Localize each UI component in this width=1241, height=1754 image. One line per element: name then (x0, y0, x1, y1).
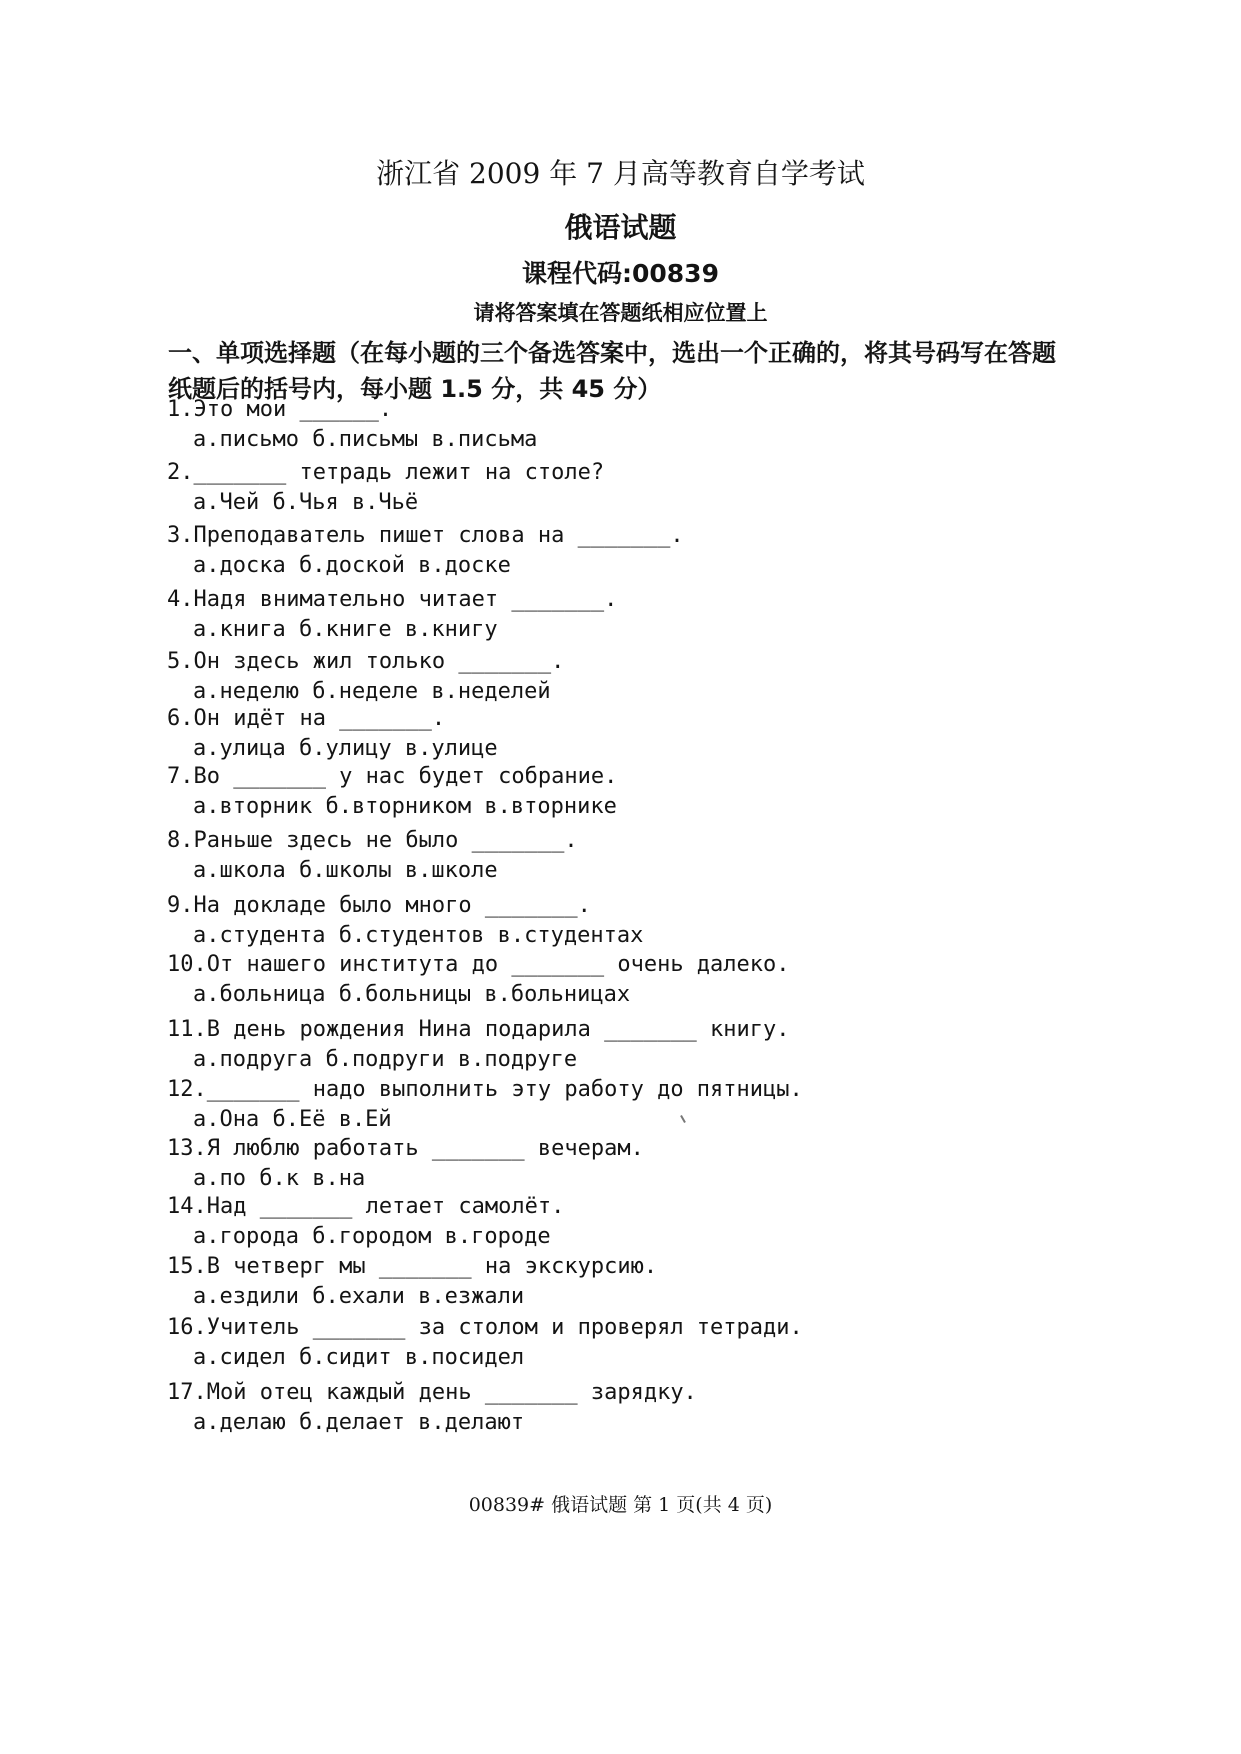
question-text: 11.В день рождения Нина подарила _______ книгу. (167, 1017, 790, 1042)
question-text: 14.Над _______ летает самолёт. (167, 1194, 565, 1219)
question-text: 15.В четверг мы _______ на экскурсию. (167, 1254, 658, 1279)
question-text: 16.Учитель _______ за столом и проверял тетради. (167, 1315, 803, 1340)
page-footer: 00839# 俄语试题 第 1 页(共 4 页) (468, 1494, 773, 1516)
answer-instruction: 请将答案填在答题纸相应位置上 (473, 301, 768, 325)
answer-options: а.делаю б.делает в.делают (193, 1410, 525, 1435)
subject-title: 俄语试题 (564, 211, 677, 244)
answer-options: а.студента б.студентов в.студентах (193, 923, 644, 948)
answer-options: а.доска б.доской в.доске (193, 553, 511, 578)
answer-options: а.школа б.школы в.школе (193, 858, 498, 883)
question-text: 7.Во _______ у нас будет собрание. (167, 764, 618, 789)
question-text: 6.Он идёт на _______. (167, 706, 446, 731)
answer-options: а.неделю б.неделе в.неделей (193, 679, 551, 704)
course-code: 课程代码:00839 (522, 259, 719, 288)
scan-speck (680, 1115, 686, 1123)
exam-title: 浙江省 2009 年 7 月高等教育自学考试 (376, 157, 865, 190)
answer-options: а.письмо б.письмы в.письма (193, 427, 538, 452)
answer-options: а.ездили б.ехали в.езжали (193, 1284, 525, 1309)
question-text: 1.Это мои ______. (167, 397, 393, 422)
answer-options: а.подруга б.подруги в.подруге (193, 1047, 578, 1072)
question-text: 8.Раньше здесь не было _______. (167, 828, 578, 853)
question-text: 4.Надя внимательно читает _______. (167, 587, 618, 612)
question-text: 5.Он здесь жил только _______. (167, 649, 565, 674)
answer-options: а.города б.городом в.городе (193, 1224, 551, 1249)
question-text: 13.Я люблю работать _______ вечерам. (167, 1136, 644, 1161)
answer-options: а.книга б.книге в.книгу (193, 617, 498, 642)
answer-options: а.вторник б.вторником в.вторнике (193, 794, 617, 819)
answer-options: а.улица б.улицу в.улице (193, 736, 498, 761)
question-text: 12._______ надо выполнить эту работу до пятницы. (167, 1077, 803, 1102)
section-title: 一、单项选择题（在每小题的三个备选答案中，选出一个正确的，将其号码写在答题纸题后的括号内，每小题 1.5 分，共 45 分） (168, 339, 1056, 403)
answer-options: а.сидел б.сидит в.посидел (193, 1345, 525, 1370)
question-text: 17.Мой отец каждый день _______ зарядку. (167, 1380, 697, 1405)
question-text: 9.На докладе было много _______. (167, 893, 591, 918)
answer-options: а.Чей б.Чья в.Чьё (193, 490, 419, 515)
answer-options: а.Она б.Её в.Ей (193, 1107, 392, 1132)
answer-options: а.по б.к в.на (193, 1166, 366, 1191)
question-text: 10.От нашего института до _______ очень далеко. (167, 952, 790, 977)
answer-options: а.больница б.больницы в.больницах (193, 982, 631, 1007)
question-text: 3.Преподаватель пишет слова на _______. (167, 523, 684, 548)
question-text: 2._______ тетрадь лежит на столе? (167, 460, 605, 485)
